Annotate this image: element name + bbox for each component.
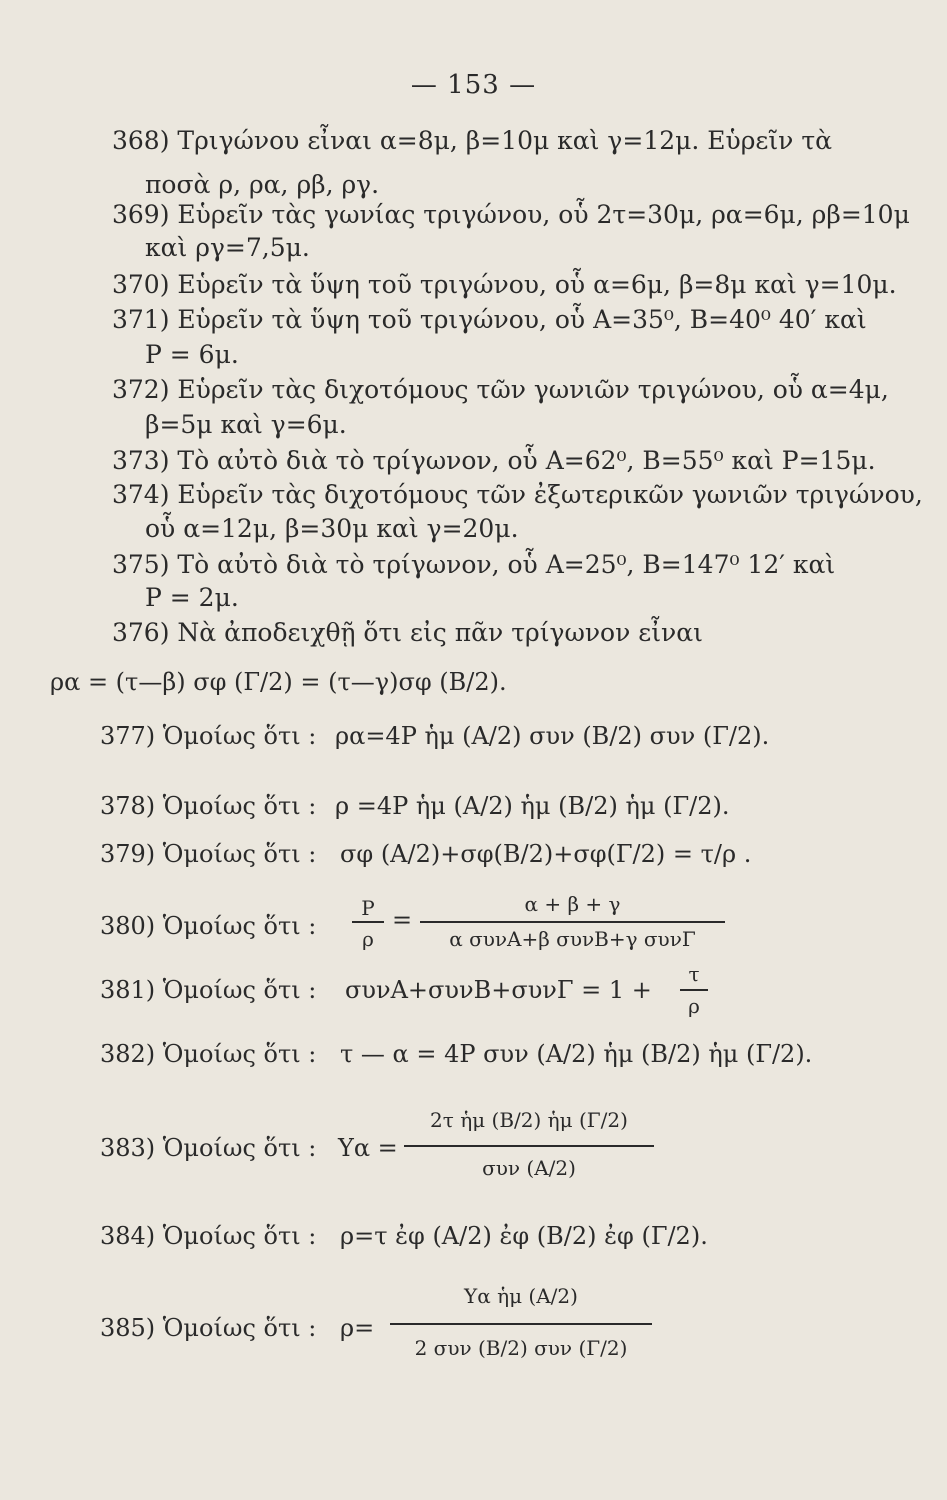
problem-369-line-2: καὶ ργ=7,5μ.	[145, 233, 310, 262]
problem-375-line-2: Ρ = 2μ.	[145, 583, 239, 612]
problem-382-label: 382) Ὁμοίως ὅτι :	[100, 1040, 317, 1068]
problem-375-line-1: 375) Τὸ αὐτὸ διὰ τὸ τρίγωνον, οὗ Α=25⁰, Β=147⁰ 12′ καὶ	[112, 550, 836, 579]
problem-383-fraction-bar	[404, 1145, 654, 1147]
problem-385-lhs: ρ=	[340, 1314, 375, 1342]
problem-373-line-1: 373) Τὸ αὐτὸ διὰ τὸ τρίγωνον, οὗ Α=62⁰, Β=55⁰ καὶ Ρ=15μ.	[112, 446, 876, 475]
problem-378-formula: ρ =4Ρ ἡμ (Α/2) ἡμ (Β/2) ἡμ (Γ/2).	[335, 792, 730, 820]
problem-385-fraction-bar	[390, 1323, 652, 1325]
problem-384-label: 384) Ὁμοίως ὅτι :	[100, 1222, 317, 1250]
problem-376-formula: ρα = (τ—β) σφ (Γ/2) = (τ—γ)σφ (Β/2).	[50, 668, 507, 696]
problem-383-denominator: συν (Α/2)	[482, 1156, 576, 1180]
problem-380-rhs-numerator: α + β + γ	[524, 892, 621, 916]
problem-382-formula: τ — α = 4Ρ συν (Α/2) ἡμ (Β/2) ἡμ (Γ/2).	[340, 1040, 813, 1068]
problem-378-label: 378) Ὁμοίως ὅτι :	[100, 792, 317, 820]
problem-368-line-1: 368) Τριγώνου εἶναι α=8μ, β=10μ καὶ γ=12μ. Εὑρεῖν τὰ	[112, 126, 833, 155]
problem-381-denominator: ρ	[688, 994, 700, 1018]
problem-379-formula: σφ (Α/2)+σφ(Β/2)+σφ(Γ/2) = τ/ρ .	[340, 840, 752, 868]
problem-372-line-2: β=5μ καὶ γ=6μ.	[145, 410, 347, 439]
problem-385-numerator: Υα ἡμ (Α/2)	[464, 1284, 578, 1308]
problem-371-line-1: 371) Εὑρεῖν τὰ ὕψη τοῦ τριγώνου, οὗ Α=35⁰, Β=40⁰ 40′ καὶ	[112, 305, 867, 334]
problem-369-line-1: 369) Εὑρεῖν τὰς γωνίας τριγώνου, οὗ 2τ=30μ, ρα=6μ, ρβ=10μ	[112, 200, 910, 229]
problem-383-label: 383) Ὁμοίως ὅτι :	[100, 1134, 317, 1162]
problem-370-line-1: 370) Εὑρεῖν τὰ ὕψη τοῦ τριγώνου, οὗ α=6μ, β=8μ καὶ γ=10μ.	[112, 270, 897, 299]
page-number: — 153 —	[410, 70, 537, 100]
problem-381-fraction-bar	[680, 989, 708, 991]
problem-381-formula: συνΑ+συνΒ+συνΓ = 1 +	[345, 976, 652, 1004]
problem-384-formula: ρ=τ ἐφ (Α/2) ἐφ (Β/2) ἐφ (Γ/2).	[340, 1222, 708, 1250]
problem-374-line-1: 374) Εὑρεῖν τὰς διχοτόμους τῶν ἐξωτερικῶν γωνιῶν τριγώνου,	[112, 480, 923, 509]
problem-383-lhs: Υα =	[338, 1134, 398, 1162]
problem-380-rhs-denominator: α συνΑ+β συνΒ+γ συνΓ	[449, 927, 696, 951]
problem-385-label: 385) Ὁμοίως ὅτι :	[100, 1314, 317, 1342]
problem-372-line-1: 372) Εὑρεῖν τὰς διχοτόμους τῶν γωνιῶν τριγώνου, οὗ α=4μ,	[112, 375, 889, 404]
problem-371-line-2: Ρ = 6μ.	[145, 340, 239, 369]
problem-380-lhs-numerator: Ρ	[361, 896, 375, 920]
problem-377-label: 377) Ὁμοίως ὅτι :	[100, 722, 317, 750]
problem-374-line-2: οὗ α=12μ, β=30μ καὶ γ=20μ.	[145, 514, 519, 543]
problem-380-rhs-fraction-bar	[420, 921, 725, 923]
problem-380-label: 380) Ὁμοίως ὅτι :	[100, 912, 317, 940]
problem-376-line-1: 376) Νὰ ἀποδειχθῇ ὅτι εἰς πᾶν τρίγωνον εἶναι	[112, 618, 703, 647]
problem-380-lhs-denominator: ρ	[362, 927, 374, 951]
problem-381-label: 381) Ὁμοίως ὅτι :	[100, 976, 317, 1004]
problem-368-line-2: ποσὰ ρ, ρα, ρβ, ργ.	[145, 170, 380, 199]
problem-380-lhs-fraction-bar	[352, 921, 384, 923]
problem-381-numerator: τ	[688, 962, 700, 986]
problem-385-denominator: 2 συν (Β/2) συν (Γ/2)	[414, 1336, 628, 1360]
problem-379-label: 379) Ὁμοίως ὅτι :	[100, 840, 317, 868]
problem-380-equals: =	[392, 906, 413, 934]
problem-383-numerator: 2τ ἡμ (Β/2) ἡμ (Γ/2)	[430, 1108, 628, 1132]
problem-377-formula: ρα=4Ρ ἡμ (Α/2) συν (Β/2) συν (Γ/2).	[335, 722, 770, 750]
